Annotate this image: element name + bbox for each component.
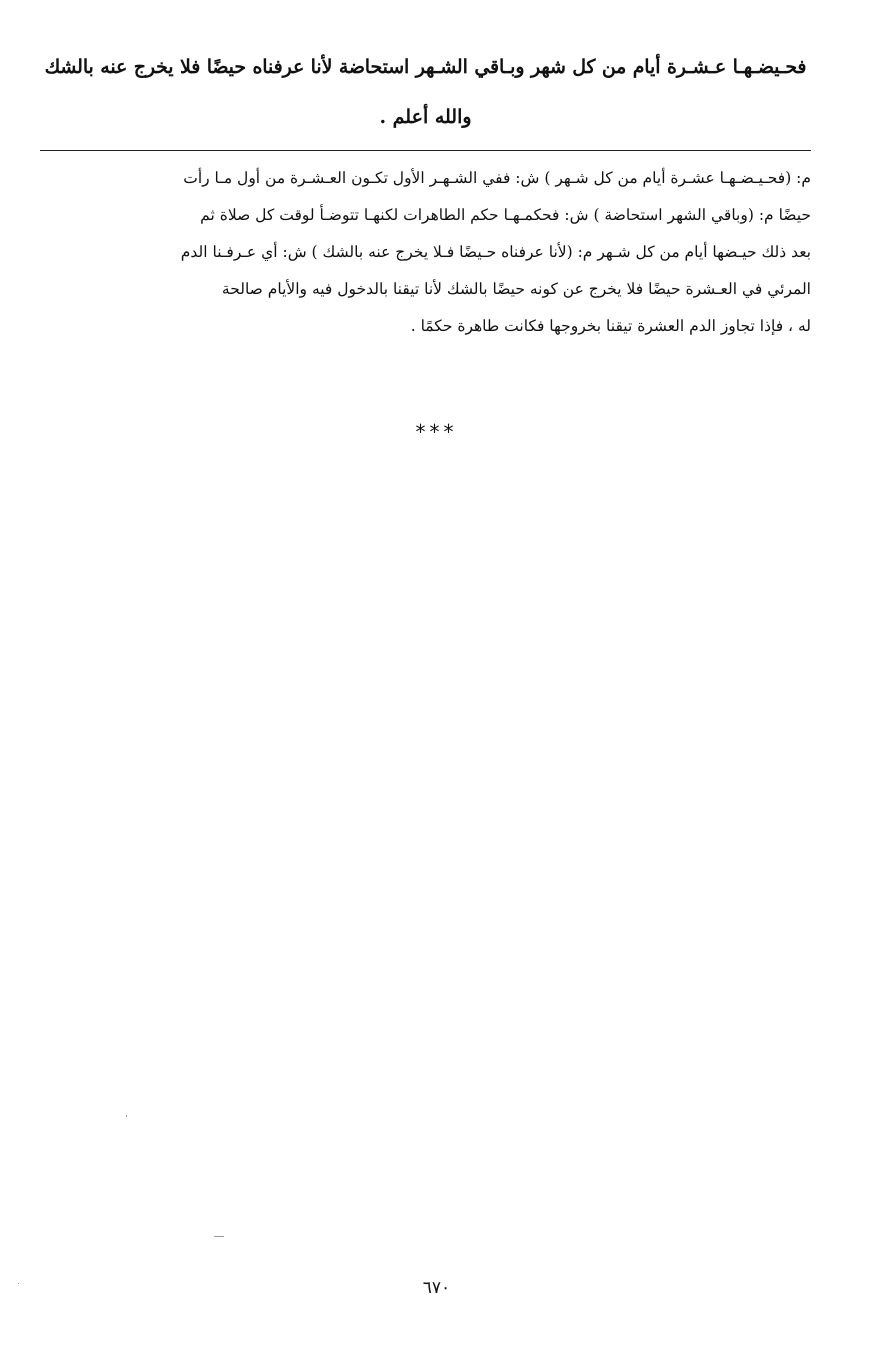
main-text-line: والله أعلم . — [379, 106, 472, 128]
main-text — [40, 42, 811, 142]
commentary-line: له ، فإذا تجاوز الدم العشرة تيقنا بخروجها فكانت طاهرة حكمًا . — [410, 317, 811, 335]
commentary-block — [40, 160, 811, 345]
scan-speck — [214, 1236, 224, 1237]
commentary-line: المرئي في العـشرة حيضًا فلا يخرج عن كونه حيضًا بالشك لأنا تيقنا بالدخول فيه والأيام صالحة — [221, 280, 811, 298]
section-divider-asterisks: *** — [415, 420, 458, 444]
commentary-line: م: (فحـيـضـهـا عشـرة أيام من كل شـهر ) ش: ففي الشـهـر الأول تكـون العـشـرة من أول مـا رأت — [183, 169, 811, 187]
footnote-separator — [40, 150, 811, 151]
main-text-line: فحـيضـهـا عـشـرة أيام من كل شهر وبـاقي الشـهر استحاضة لأنا عرفناه حيضًا فلا يخرج عنه بالشك — [44, 56, 807, 78]
scan-speck — [126, 1115, 127, 1117]
scan-speck — [18, 1283, 19, 1284]
commentary-line: حيضًا م: (وباقي الشهر استحاضة ) ش: فحكمـهـا حكم الطاهرات لكنهـا تتوضـأ لوقت كل صلاة ثم — [200, 206, 811, 224]
page-number: ٦٧٠ — [422, 1278, 451, 1298]
commentary-line: بعد ذلك حيـضها أيام من كل شـهر م: (لأنا عرفناه حـيضًا فـلا يخرج عنه بالشك ) ش: أي عـرفـنا الدم — [180, 243, 811, 261]
